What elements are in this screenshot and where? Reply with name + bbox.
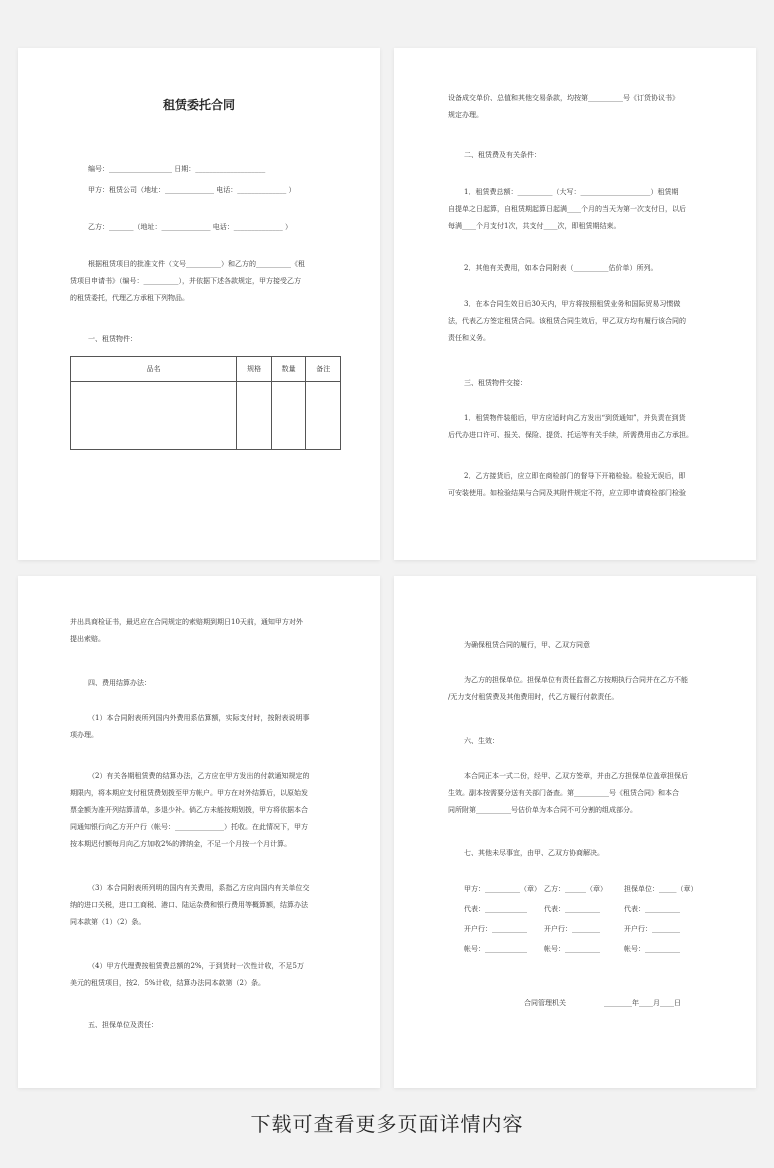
- sig-party-a-bank: 开户行：__________: [464, 925, 527, 933]
- section-heading: 二、租赁费及有关条件：: [464, 151, 541, 159]
- section-heading: 六、生效：: [464, 737, 499, 745]
- sig-party-b: 乙方：______（章）: [544, 885, 607, 893]
- paragraph: 1．租赁费总额：__________（大写：____________________）租赁期 自提单之日起算，自租赁期起算日起满____个月的当天为第一次支付日，以后 每满____个月支付1次，共支付____次，即租赁期结束。: [448, 188, 686, 230]
- section-heading: 一、租赁物件：: [88, 335, 137, 343]
- sig-guarantor-account: 帐号：__________: [624, 945, 680, 953]
- paragraph: 设备成交单价、总值和其他交易条款，均按第__________号《订货协议书》 规定办理。: [448, 94, 679, 119]
- contract-page-1: [18, 48, 380, 560]
- column-header: 备注: [306, 357, 341, 382]
- paragraph: 为确保租赁合同的履行，甲、乙双方同意: [464, 641, 590, 649]
- paragraph: （1）本合同附表所列国内外费用系估算额，实际支付时，按附表说明事 项办理。: [70, 714, 310, 739]
- intro-paragraph: 根据租赁项目的批准文件（文号__________）和乙方的__________《租 赁项目申请书》（编号：__________），并依据下述各款规定，甲方接受乙方 的租赁委托，代理乙方承租下列物品。: [70, 260, 305, 302]
- contract-title: 租赁委托合同: [162, 98, 235, 112]
- section-heading: 七、其他未尽事宜，由甲、乙双方协商解决。: [464, 849, 604, 857]
- sig-party-b-account: 帐号：__________: [544, 945, 600, 953]
- table-cell: [71, 382, 237, 450]
- sig-party-a: 甲方：__________（章）: [464, 885, 541, 893]
- table-row: [71, 382, 341, 450]
- sig-party-b-bank: 开户行：________: [544, 925, 600, 933]
- section-heading: 四、费用结算办法：: [88, 679, 151, 687]
- paragraph: 3．在本合同生效日后30天内，甲方将按照租赁业务和国际贸易习惯做 法，代表乙方签定租赁合同。该租赁合同生效后，甲乙双方均有履行该合同的 责任和义务。: [448, 300, 686, 342]
- table-header-row: [71, 357, 341, 382]
- contract-page-3: [18, 576, 380, 1088]
- management-date-line: ________年____月____日: [604, 999, 681, 1007]
- paragraph: 1．租赁物件装船后，甲方应适时向乙方发出“到货通知”，并负责在到货 后代办进口许可、报关、保险、提货、托运等有关手续，所需费用由乙方承担。: [448, 414, 693, 439]
- section-heading: 五、担保单位及责任：: [88, 1021, 158, 1029]
- items-table: [70, 356, 341, 450]
- paragraph: 为乙方的担保单位。担保单位有责任监督乙方按期执行合同并在乙方不能 /无力支付租赁费及其他费用时，代乙方履行付款责任。: [448, 676, 688, 701]
- contract-page-4: [394, 576, 756, 1088]
- column-header: 数量: [271, 357, 306, 382]
- sig-party-b-rep: 代表：__________: [544, 905, 600, 913]
- paragraph: （2）有关各期租赁费的结算办法，乙方应在甲方发出的付款通知规定的 期限内，将本期应支付租赁费划拨至甲方帐户。甲方在对外结算后，以原始发 票金额为准开列结算清单，多退少补。倘乙方未能按期划拨，甲方将依据本合 同通知银行向乙方开户行（帐号：______________）托收。在此情况下，甲方 按本期迟付额每月向乙方加收2%的滞纳金，不足一个月按一个月计算。: [70, 772, 310, 848]
- table-cell: [306, 382, 341, 450]
- sig-guarantor-rep: 代表：__________: [624, 905, 680, 913]
- management-authority-label: 合同管理机关: [524, 999, 566, 1007]
- number-date-line: 编号：__________________ 日期：____________________: [88, 165, 266, 173]
- section-heading: 三、租赁物件交接：: [464, 379, 527, 387]
- paragraph: 2．其他有关费用，如本合同附表（__________估价单）所列。: [464, 264, 658, 272]
- paragraph: （4）甲方代理费按租赁费总额的2%，于到货时一次性计收，不足5万 美元的租赁项目，按2．5%计收，结算办法同本款第（2）条。: [70, 962, 305, 987]
- table-cell: [271, 382, 306, 450]
- party-a-line: 甲方：租赁公司（地址：______________ 电话：______________ ）: [88, 186, 296, 194]
- footer-caption: 下载可查看更多页面详情内容: [250, 1112, 524, 1136]
- paragraph: 2．乙方接货后，应立即在商检部门的督导下开箱检验。检验无误后，即 可安装使用。如检验结果与合同及其附件规定不符，应立即申请商检部门检验: [448, 472, 686, 497]
- sig-party-a-rep: 代表：____________: [464, 905, 527, 913]
- column-header: 规格: [237, 357, 272, 382]
- paragraph: 并出具商检证书，最迟应在合同规定的索赔期到期日10天前，通知甲方对外 提出索赔。: [70, 618, 303, 643]
- sig-guarantor: 担保单位：_____（章）: [624, 885, 698, 893]
- party-b-line: 乙方：_______（地址：______________ 电话：______________ ）: [88, 223, 292, 231]
- table-cell: [237, 382, 272, 450]
- paragraph: （3）本合同附表所列明的国内有关费用，系指乙方应向国内有关单位交 纳的进口关税，进口工商税、港口、陆运杂费和银行费用等概算额，结算办法 同本款第（1）（2）条。: [70, 884, 310, 926]
- contract-page-2: [394, 48, 756, 560]
- sig-party-a-account: 帐号：____________: [464, 945, 527, 953]
- sig-guarantor-bank: 开户行：________: [624, 925, 680, 933]
- paragraph: 本合同正本一式二份，经甲、乙双方签章，并由乙方担保单位盖章担保后 生效。副本按需要分送有关部门备查。第__________号《租赁合同》和本合 同所附第__________号估价单为本合同不可分割的组成部分。: [448, 772, 688, 814]
- column-header: 品名: [71, 357, 237, 382]
